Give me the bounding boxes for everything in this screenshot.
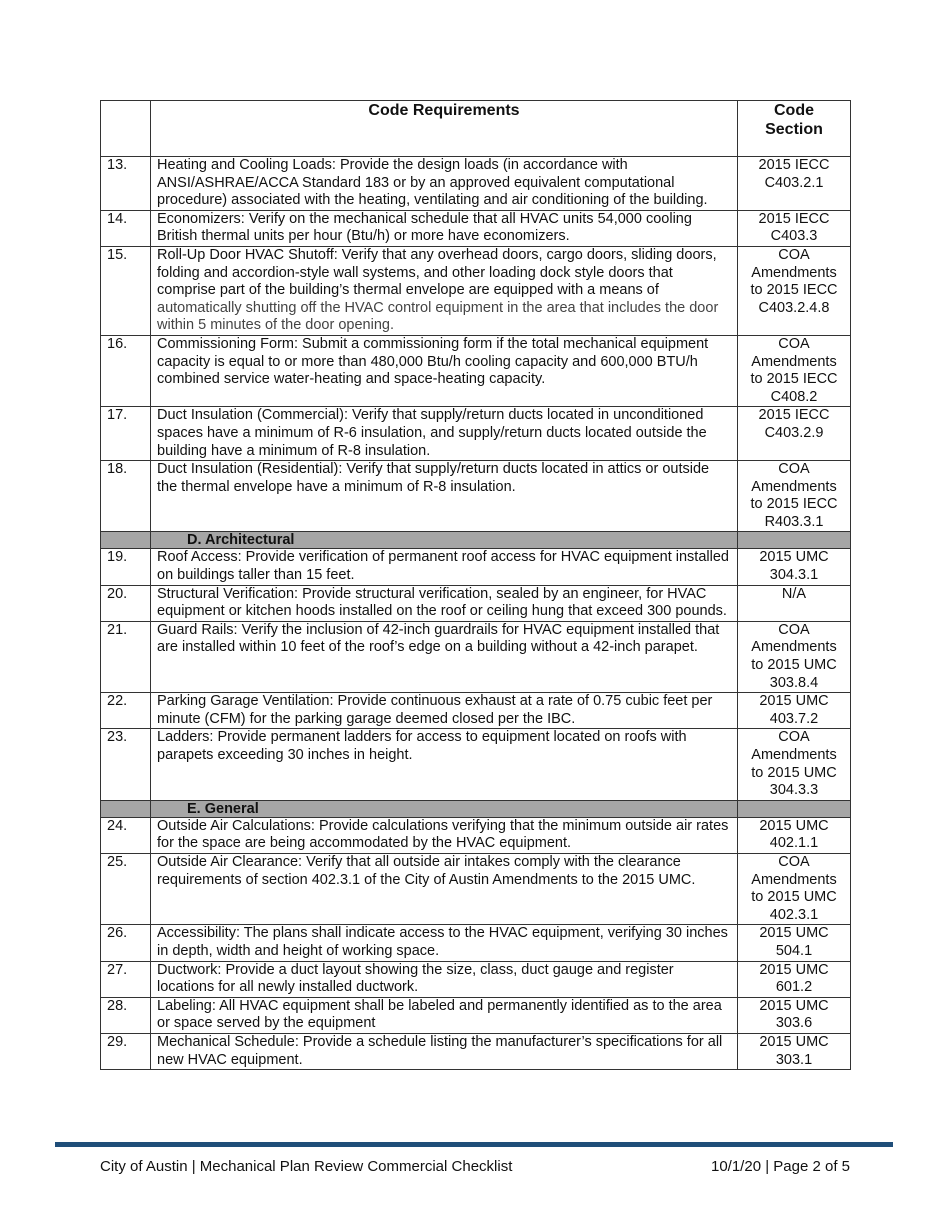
section-heading-row <box>101 800 851 817</box>
row-number: 19. <box>101 549 151 585</box>
table-row <box>101 961 851 997</box>
code-section: COA Amendments to 2015 IECC C408.2 <box>738 335 851 406</box>
table-row <box>101 997 851 1033</box>
requirement-text: Duct Insulation (Residential): Verify that supply/return ducts located in attics or outside the thermal envelope have a minimum of R-8 insulation. <box>151 461 738 532</box>
requirement-text: Structural Verification: Provide structural verification, sealed by an engineer, for HVAC equipment or kitchen hoods installed on the roof or ceiling hung that exceed 300 pounds. <box>151 585 738 621</box>
section-heading-spacer <box>738 532 851 549</box>
table-row <box>101 585 851 621</box>
requirement-text: Accessibility: The plans shall indicate access to the HVAC equipment, verifying 30 inches in depth, width and height of working space. <box>151 925 738 961</box>
code-section: 2015 IECC C403.3 <box>738 210 851 246</box>
row-number: 15. <box>101 246 151 335</box>
table-row <box>101 925 851 961</box>
row-number: 17. <box>101 407 151 461</box>
section-heading-spacer <box>101 800 151 817</box>
row-number: 18. <box>101 461 151 532</box>
code-section: 2015 UMC 304.3.1 <box>738 549 851 585</box>
table-row <box>101 157 851 211</box>
code-section: 2015 UMC 303.6 <box>738 997 851 1033</box>
section-heading-architectural: D. Architectural <box>151 532 738 549</box>
section-heading-spacer <box>101 532 151 549</box>
row-number: 20. <box>101 585 151 621</box>
row-number: 14. <box>101 210 151 246</box>
row-number: 21. <box>101 621 151 692</box>
table-row <box>101 1033 851 1069</box>
row-number: 28. <box>101 997 151 1033</box>
requirement-text: Guard Rails: Verify the inclusion of 42-inch guardrails for HVAC equipment installed that are installed within 10 feet of the roof’s edge on a building without a 42-inch parapet. <box>151 621 738 692</box>
requirement-text-continued: automatically shutting off the HVAC control equipment in the area that includes the door within 5 minutes of the door opening. <box>157 299 719 334</box>
code-section: 2015 UMC 402.1.1 <box>738 817 851 853</box>
table-row <box>101 729 851 800</box>
footer-date-page: 10/1/20 | Page 2 of 5 <box>710 1158 850 1175</box>
table-row <box>101 210 851 246</box>
table-row <box>101 407 851 461</box>
section-heading-general: E. General <box>151 800 738 817</box>
requirement-text: Ductwork: Provide a duct layout showing the size, class, duct gauge and register locations for all newly installed ductwork. <box>151 961 738 997</box>
footer-divider <box>55 1142 893 1147</box>
table-row <box>101 693 851 729</box>
table-header-row <box>101 101 851 157</box>
requirement-text: Roof Access: Provide verification of permanent roof access for HVAC equipment installed on buildings taller than 15 feet. <box>151 549 738 585</box>
requirement-text: Heating and Cooling Loads: Provide the design loads (in accordance with ANSI/ASHRAE/ACCA Standard 183 or by an approved equivalent computational procedure) associated with the heating, ventilating and air conditioning of the building. <box>151 157 738 211</box>
row-number: 23. <box>101 729 151 800</box>
row-number: 29. <box>101 1033 151 1069</box>
requirement-text: Mechanical Schedule: Provide a schedule listing the manufacturer’s specifications for all new HVAC equipment. <box>151 1033 738 1069</box>
row-number: 13. <box>101 157 151 211</box>
requirements-column-header: Code Requirements <box>151 101 738 157</box>
requirement-text <box>151 246 738 335</box>
table-row <box>101 461 851 532</box>
code-requirements-table <box>100 100 851 1070</box>
code-section: COA Amendments to 2015 IECC R403.3.1 <box>738 461 851 532</box>
code-section-column-header: Code Section <box>738 101 851 157</box>
table-row <box>101 335 851 406</box>
table-row <box>101 549 851 585</box>
row-number: 27. <box>101 961 151 997</box>
code-section: COA Amendments to 2015 UMC 304.3.3 <box>738 729 851 800</box>
requirement-text: Duct Insulation (Commercial): Verify that supply/return ducts located in unconditioned spaces have a minimum of R-6 insulation, and supply/return ducts located outside the building have a minimum of R-8 insulation. <box>151 407 738 461</box>
code-section: 2015 IECC C403.2.1 <box>738 157 851 211</box>
requirement-text: Outside Air Calculations: Provide calculations verifying that the minimum outside air rates for the space are being accommodated by the HVAC equipment. <box>151 817 738 853</box>
requirement-text: Ladders: Provide permanent ladders for access to equipment located on roofs with parapets exceeding 30 inches in height. <box>151 729 738 800</box>
requirement-text: Outside Air Clearance: Verify that all outside air intakes comply with the clearance requirements of section 402.3.1 of the City of Austin Amendments to the 2015 UMC. <box>151 853 738 924</box>
code-section: COA Amendments to 2015 IECC C403.2.4.8 <box>738 246 851 335</box>
code-section: COA Amendments to 2015 UMC 402.3.1 <box>738 853 851 924</box>
code-section: N/A <box>738 585 851 621</box>
table-row <box>101 246 851 335</box>
section-heading-row <box>101 532 851 549</box>
code-section: 2015 UMC 403.7.2 <box>738 693 851 729</box>
code-section: 2015 UMC 601.2 <box>738 961 851 997</box>
row-number: 16. <box>101 335 151 406</box>
requirement-text-main: Roll-Up Door HVAC Shutoff: Verify that any overhead doors, cargo doors, sliding doors, folding and accordion-style wall systems, and other loading dock style doors that comprise part of the building’s thermal envelope are equipped with a means of <box>157 246 717 299</box>
table-row <box>101 621 851 692</box>
requirement-text: Parking Garage Ventilation: Provide continuous exhaust at a rate of 0.75 cubic feet per minute (CFM) for the parking garage deemed closed per the IBC. <box>151 693 738 729</box>
requirement-text: Economizers: Verify on the mechanical schedule that all HVAC units 54,000 cooling British thermal units per hour (Btu/h) or more have economizers. <box>151 210 738 246</box>
code-section: COA Amendments to 2015 UMC 303.8.4 <box>738 621 851 692</box>
code-section: 2015 UMC 303.1 <box>738 1033 851 1069</box>
section-heading-spacer <box>738 800 851 817</box>
footer-document-title: City of Austin | Mechanical Plan Review Commercial Checklist <box>100 1158 513 1175</box>
row-number: 24. <box>101 817 151 853</box>
code-section: 2015 UMC 504.1 <box>738 925 851 961</box>
table-row <box>101 853 851 924</box>
row-number: 22. <box>101 693 151 729</box>
code-section: 2015 IECC C403.2.9 <box>738 407 851 461</box>
row-number: 26. <box>101 925 151 961</box>
table-row <box>101 817 851 853</box>
number-column-header <box>101 101 151 157</box>
row-number: 25. <box>101 853 151 924</box>
requirement-text: Labeling: All HVAC equipment shall be labeled and permanently identified as to the area or space served by the equipment <box>151 997 738 1033</box>
requirement-text: Commissioning Form: Submit a commissioning form if the total mechanical equipment capacity is equal to or more than 480,000 Btu/h cooling capacity and 600,000 BTU/h combined service water-heating and space-heating capacity. <box>151 335 738 406</box>
